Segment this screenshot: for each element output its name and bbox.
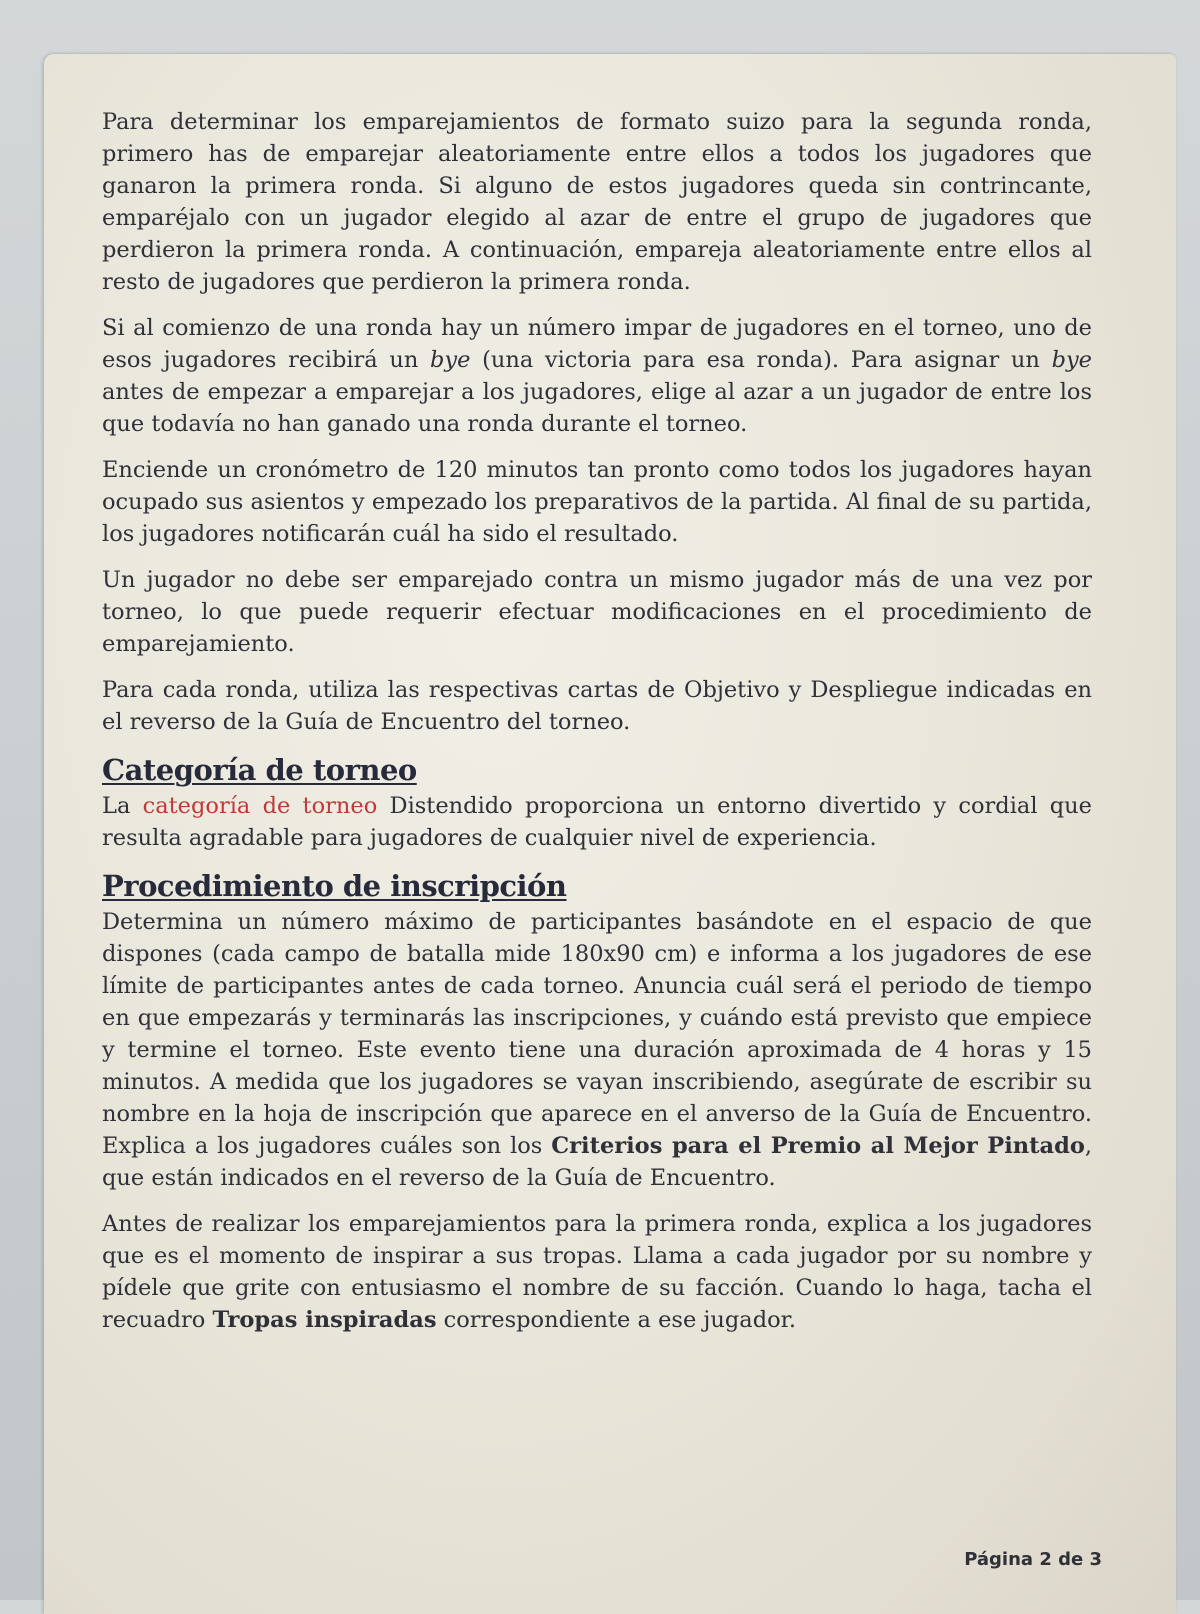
- category-text-2: Distendido proporciona un entorno divertido y cordial que resulta agradable para jugadores de cualquier nivel de experiencia.: [102, 793, 1092, 851]
- rules-text: [102, 106, 1092, 1350]
- bye-term: bye: [430, 347, 471, 373]
- bye-text-1: Si al comienzo de una ronda hay un número impar de jugadores en el torneo, uno de esos jugadores recibirá un: [102, 315, 1092, 373]
- paragraph-cards: Para cada ronda, utiliza las respectivas cartas de Objetivo y Despliegue indicadas en el reverso de la Guía de Encuentro del torneo.: [102, 677, 1092, 735]
- page-number: Página 2 de 3: [964, 1549, 1102, 1570]
- paragraph-repeat-opponent: Un jugador no debe ser emparejado contra un mismo jugador más de una vez por torneo, lo que puede requerir efectuar modificaciones en el procedimiento de emparejamiento.: [102, 567, 1092, 657]
- paragraph-inspire-troops: [102, 1208, 1092, 1336]
- paragraph-bye: [102, 312, 1092, 440]
- inspire-text-2: correspondiente a ese jugador.: [436, 1307, 797, 1333]
- bye-text-2: (una victoria para esa ronda). Para asignar un: [470, 347, 1052, 373]
- category-text-1: La: [102, 793, 143, 819]
- inspired-troops-box: Tropas inspiradas: [212, 1307, 437, 1333]
- registration-text-2: , que están indicados en el reverso de la Guía de Encuentro.: [102, 1133, 1092, 1191]
- paragraph-timer: Enciende un cronómetro de 120 minutos tan pronto como todos los jugadores hayan ocupado sus asientos y empezado los preparativos de la partida. Al final de su partida, los jugadores notificarán cuál ha sido el resultado.: [102, 457, 1092, 547]
- rules-card: [44, 54, 1176, 1614]
- bye-term: bye: [1051, 347, 1092, 373]
- paragraph-category: [102, 790, 1092, 854]
- heading-registration: Procedimiento de inscripción: [102, 869, 567, 903]
- registration-text-1: Determina un número máximo de participantes basándote en el espacio de que dispones (cada campo de batalla mide 180x90 cm) e informa a los jugadores de ese límite de participantes antes de cada torneo. Anuncia cuál será el periodo de tiempo en que empezarás y terminarás las inscripciones, y cuándo está previsto que empiece y termine el torneo. Este evento tiene una duración aproximada de 4 horas y 15 minutos. A medida que los jugadores se vayan inscribiendo, asegúrate de escribir su nombre en la hoja de inscripción que aparece en el anverso de la Guía de Encuentro. Explica a los jugadores cuáles son los: [102, 909, 1092, 1159]
- category-link: categoría de torneo: [142, 793, 378, 819]
- paragraph-swiss-pairing: Para determinar los emparejamientos de formato suizo para la segunda ronda, primero has de emparejar aleatoriamente entre ellos a todos los jugadores que ganaron la primera ronda. Si alguno de estos jugadores queda sin contrincante, emparéjalo con un jugador elegido al azar de entre el grupo de jugadores que perdieron la primera ronda. A continuación, empareja aleatoriamente entre ellos al resto de jugadores que perdieron la primera ronda.: [102, 109, 1092, 295]
- heading-tournament-category: Categoría de torneo: [102, 753, 417, 787]
- inspire-text-1: Antes de realizar los emparejamientos para la primera ronda, explica a los jugadores que es el momento de inspirar a sus tropas. Llama a cada jugador por su nombre y pídele que grite con entusiasmo el nombre de su facción. Cuando lo haga, tacha el recuadro: [102, 1211, 1092, 1333]
- bye-text-3: antes de empezar a emparejar a los jugadores, elige al azar a un jugador de entre los que todavía no han ganado una ronda durante el torneo.: [102, 379, 1092, 437]
- paragraph-registration: [102, 906, 1092, 1194]
- best-painted-criteria: Criterios para el Premio al Mejor Pintado: [551, 1133, 1085, 1159]
